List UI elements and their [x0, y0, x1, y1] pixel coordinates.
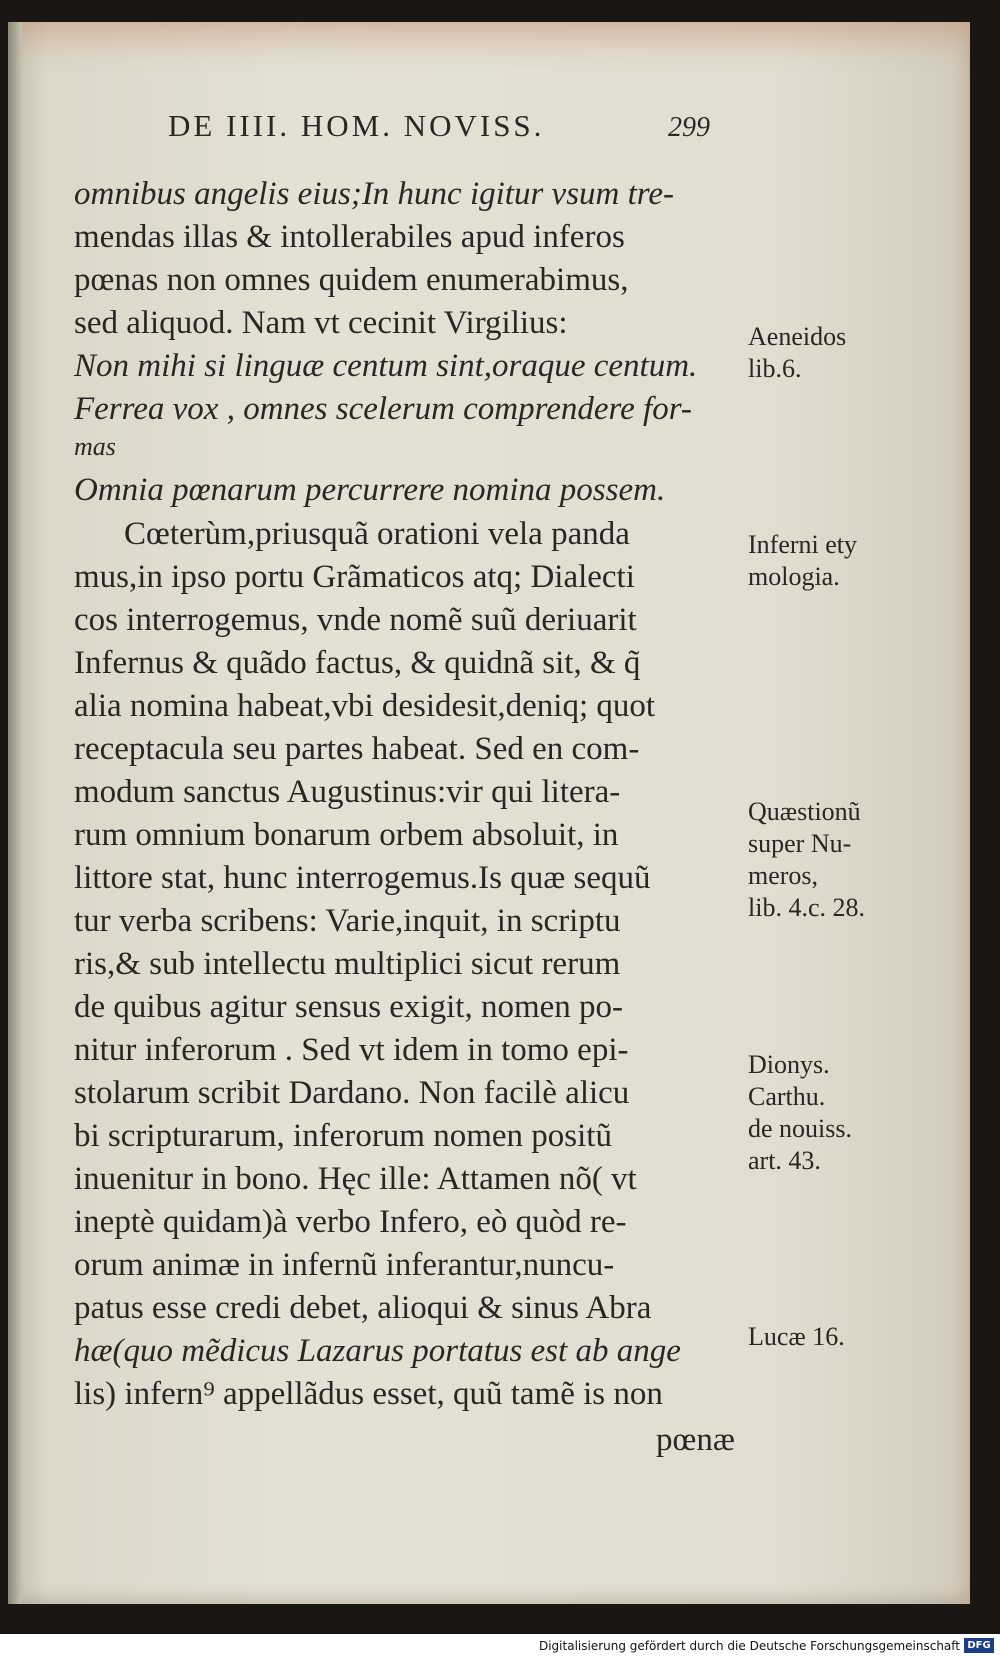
margin-note: Inferni ety — [748, 530, 858, 559]
body-line: sed aliquod. Nam vt cecinit Virgilius: — [74, 305, 568, 341]
body-line: Omnia pœnarum percurrere nomina possem. — [74, 472, 666, 508]
body-line: littore stat, hunc interrogemus.Is quæ sequũ — [74, 860, 651, 896]
body-line: mas — [74, 432, 116, 461]
body-line: mus,in ipso portu Grãmaticos atq; Dialecti — [74, 559, 635, 595]
body-line: pœnas non omnes quidem enumerabimus, — [74, 262, 629, 298]
margin-note: art. 43. — [748, 1146, 821, 1175]
dfg-logo-icon: DFG — [964, 1638, 994, 1653]
body-line: Infernus & quãdo factus, & quidnã sit, & q̃ — [74, 645, 641, 681]
margin-note: super Nu- — [748, 829, 852, 858]
body-line: stolarum scribit Dardano. Non facilè alicu — [74, 1075, 630, 1111]
body-line: lis) infern⁹ appellãdus esset, quũ tamẽ is non — [74, 1376, 663, 1412]
body-line: Cœterùm,priusquã orationi vela panda — [124, 516, 630, 552]
catchword: pœnæ — [656, 1422, 735, 1458]
body-line: ris,& sub intellectu multiplici sicut rerum — [74, 946, 621, 982]
body-line: inuenitur in bono. Hęc ille: Attamen nõ( vt — [74, 1161, 637, 1197]
funding-credit: Digitalisierung gefördert durch die Deutsche Forschungsgemeinschaft — [538, 1639, 960, 1653]
margin-note: Lucæ 16. — [748, 1322, 845, 1351]
margin-note: de nouiss. — [748, 1114, 852, 1143]
body-line: de quibus agitur sensus exigit, nomen po- — [74, 989, 624, 1025]
body-line: hæ(quo mẽdicus Lazarus portatus est ab ange — [74, 1333, 681, 1369]
body-line: modum sanctus Augustinus:vir qui litera- — [74, 774, 621, 810]
margin-note: lib. 4.c. 28. — [748, 893, 865, 922]
body-line: patus esse credi debet, alioqui & sinus Abra — [74, 1290, 652, 1326]
body-line: orum animæ in infernũ inferantur,nuncu- — [74, 1247, 615, 1283]
book-page — [8, 22, 970, 1604]
body-line: nitur inferorum . Sed vt idem in tomo epi- — [74, 1032, 629, 1068]
footer-bar — [0, 1634, 1000, 1656]
body-line: mendas illas & intollerabiles apud inferos — [74, 219, 625, 255]
margin-note: Quæstionũ — [748, 797, 861, 826]
margin-note: Dionys. — [748, 1050, 830, 1079]
body-line: bi scripturarum, inferorum nomen positũ — [74, 1118, 612, 1154]
body-line: Ferrea vox , omnes scelerum comprendere for- — [74, 391, 692, 427]
margin-note: Carthu. — [748, 1082, 826, 1111]
body-line: cos interrogemus, vnde nomẽ suũ deriuarit — [74, 602, 637, 638]
margin-note: mologia. — [748, 562, 840, 591]
body-line: receptacula seu partes habeat. Sed en com- — [74, 731, 640, 767]
body-line: rum omnium bonarum orbem absoluit, in — [74, 817, 619, 853]
margin-note: lib.6. — [748, 354, 802, 383]
body-line: Non mihi si linguæ centum sint,oraque centum. — [74, 348, 698, 384]
body-line: ineptè quidam)à verbo Infero, eò quòd re- — [74, 1204, 627, 1240]
body-line: omnibus angelis eius;In hunc igitur vsum tre- — [74, 176, 675, 212]
running-header: DE IIII. HOM. NOVISS. — [168, 108, 545, 143]
margin-note: Aeneidos — [748, 322, 847, 351]
body-line: alia nomina habeat,vbi desidesit,deniq; quot — [74, 688, 656, 724]
body-line: tur verba scribens: Varie,inquit, in scriptu — [74, 903, 621, 939]
margin-note: meros, — [748, 861, 819, 890]
page-number: 299 — [668, 112, 710, 143]
